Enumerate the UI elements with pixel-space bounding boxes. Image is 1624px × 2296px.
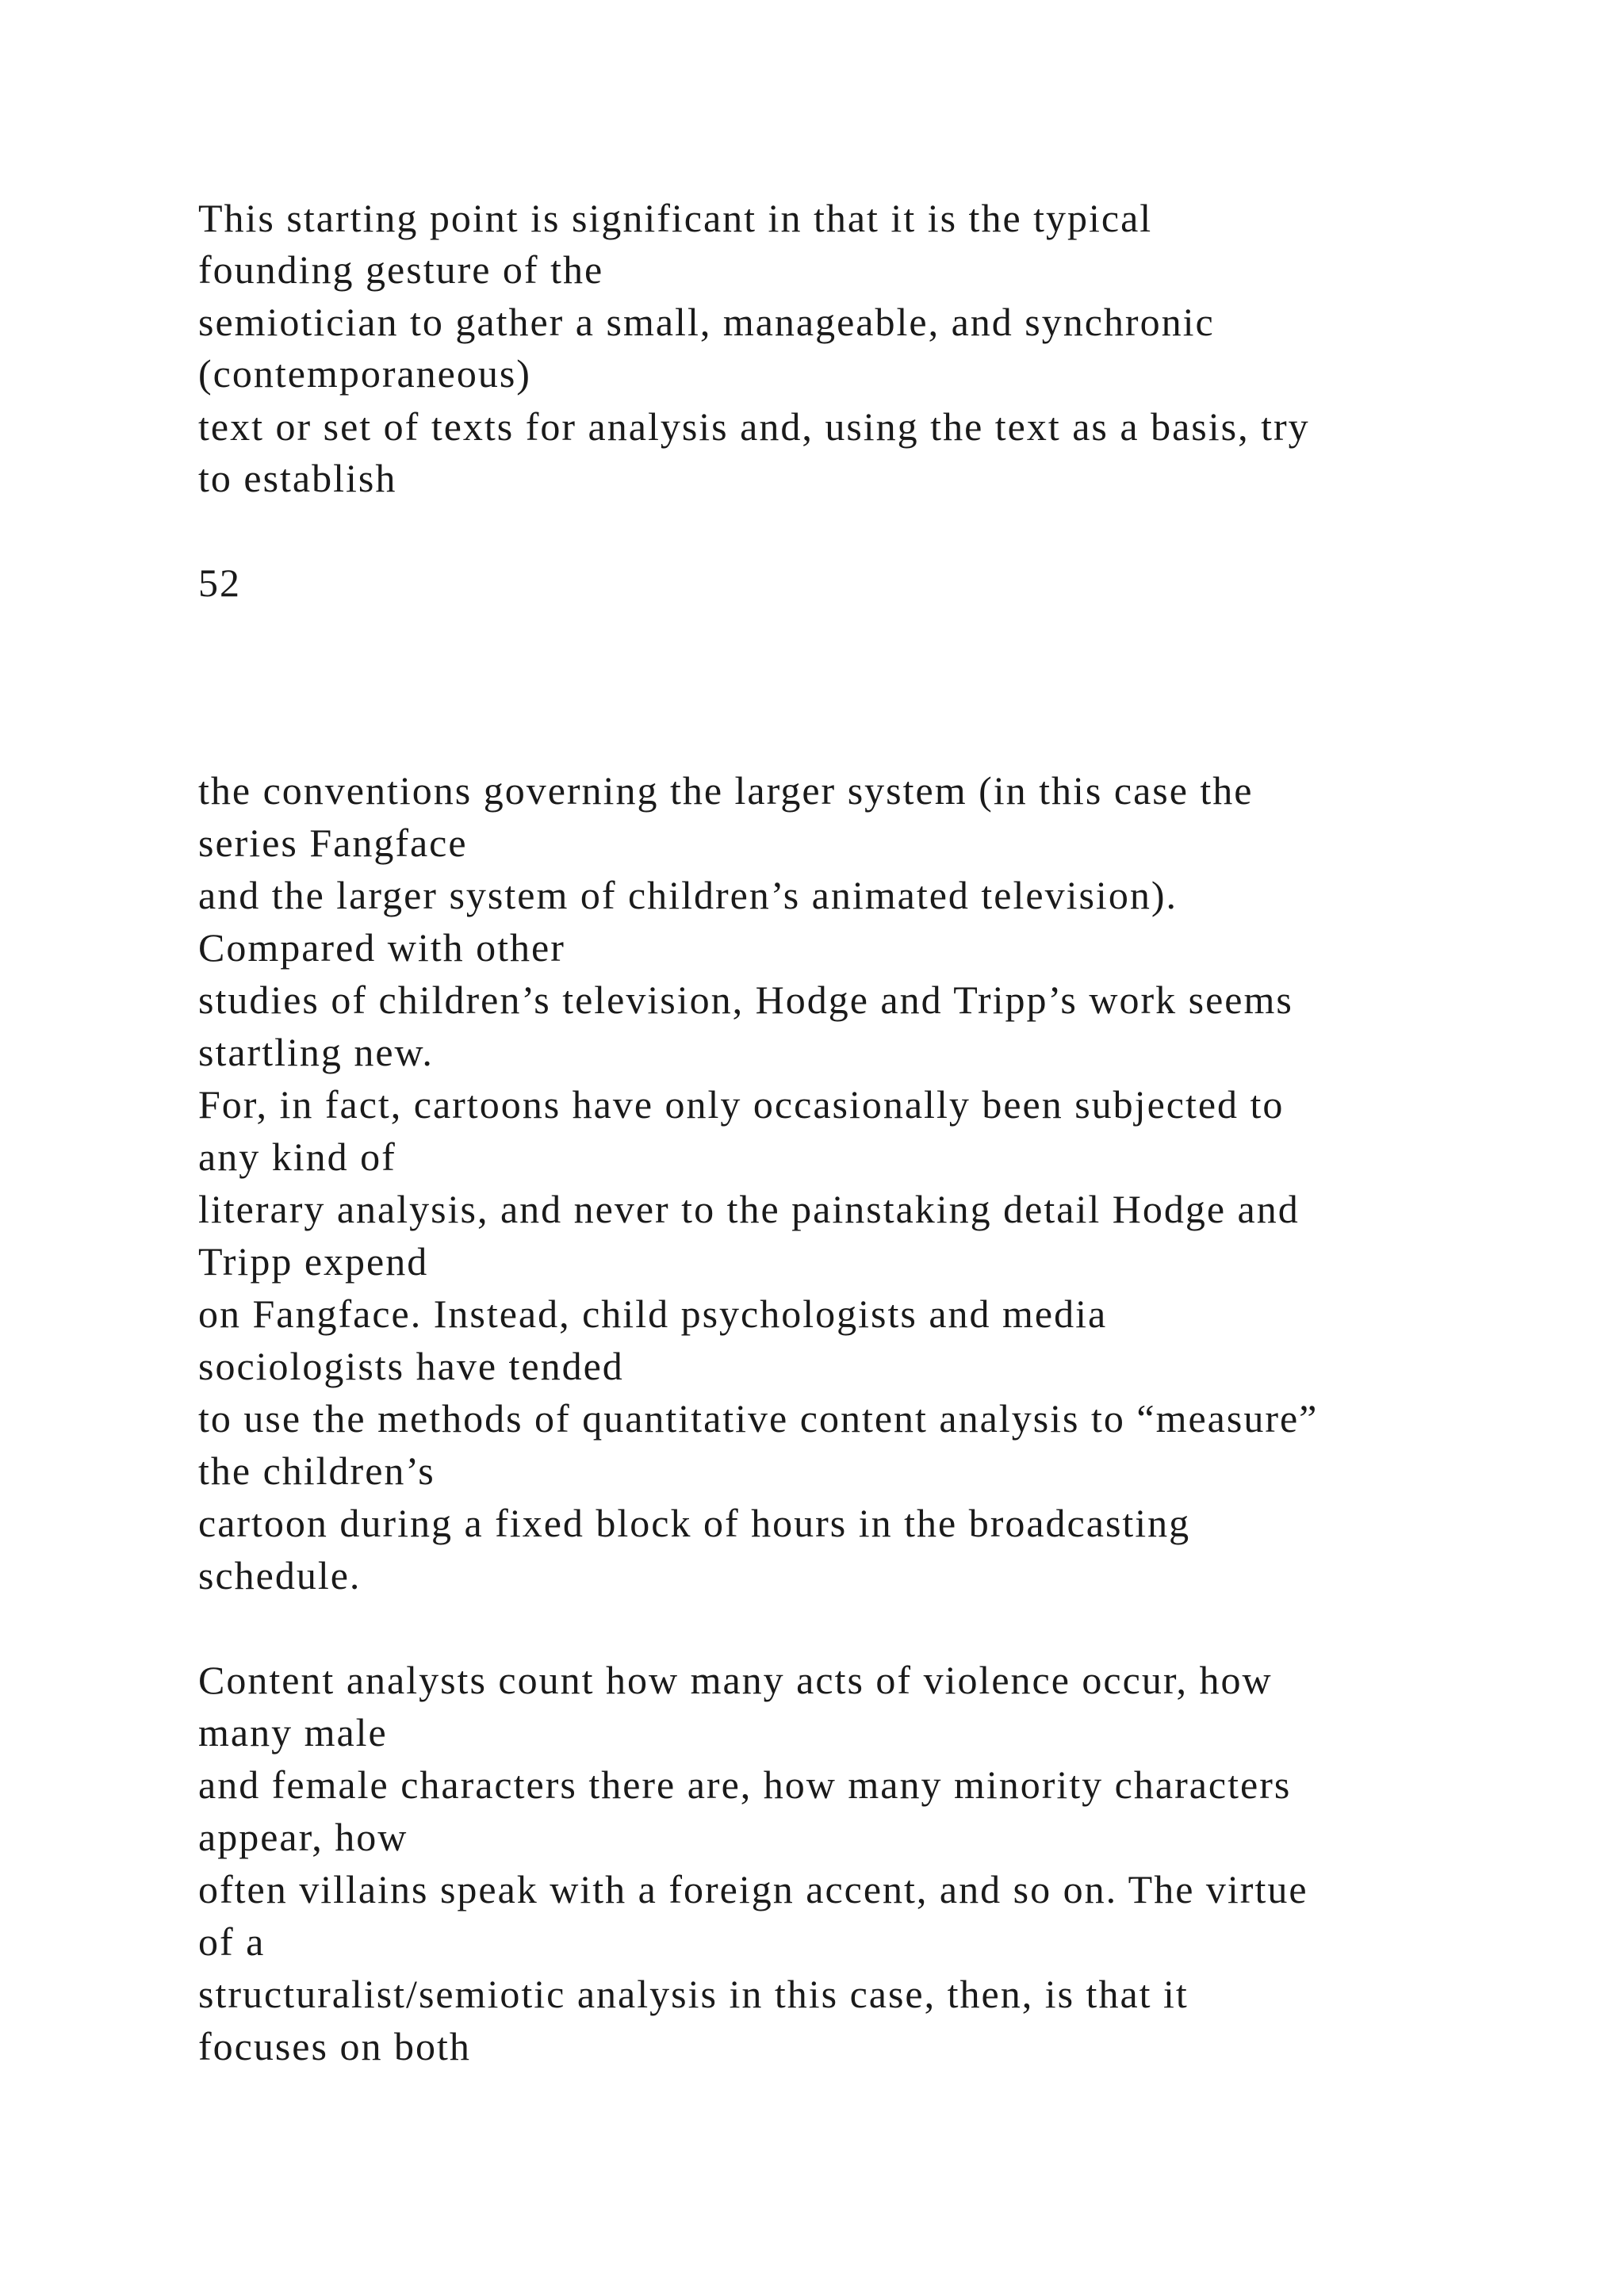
text-line: series Fangface [198, 821, 468, 865]
text-line: sociologists have tended [198, 1344, 624, 1388]
text-line: literary analysis, and never to the painstaking detail Hodge and [198, 1187, 1300, 1231]
text-line: and the larger system of children’s animated television). [198, 873, 1178, 917]
text-line: any kind of [198, 1135, 396, 1179]
text-line: This starting point is significant in that it is the typical [198, 196, 1153, 240]
text-line: schedule. [198, 1553, 362, 1598]
text-line: semiotician to gather a small, manageable, and synchronic [198, 300, 1215, 344]
text-line: startling new. [198, 1030, 434, 1074]
text-line: (contemporaneous) [198, 351, 531, 396]
text-line: on Fangface. Instead, child psychologists and media [198, 1292, 1108, 1336]
text-line: to establish [198, 456, 397, 500]
text-line: to use the methods of quantitative content analysis to “measure” [198, 1396, 1319, 1441]
text-line: studies of children’s television, Hodge and Tripp’s work seems [198, 978, 1293, 1022]
text-line: appear, how [198, 1815, 408, 1859]
page-number: 52 [198, 561, 241, 605]
text-line: of a [198, 1919, 266, 1964]
text-line: founding gesture of the [198, 247, 604, 292]
text-line: For, in fact, cartoons have only occasionally been subjected to [198, 1082, 1285, 1127]
text-line: Content analysts count how many acts of violence occur, how [198, 1658, 1273, 1702]
text-line: and female characters there are, how many minority characters [198, 1762, 1292, 1807]
text-line: often villains speak with a foreign accent, and so on. The virtue [198, 1867, 1308, 1911]
text-line: many male [198, 1710, 388, 1755]
text-line: the children’s [198, 1448, 435, 1493]
text-line: text or set of texts for analysis and, using the text as a basis, try [198, 404, 1310, 449]
text-line: structuralist/semiotic analysis in this case, then, is that it [198, 1972, 1189, 2016]
text-line: focuses on both [198, 2024, 471, 2068]
text-line: Tripp expend [198, 1239, 429, 1284]
text-line: the conventions governing the larger system (in this case the [198, 768, 1254, 813]
text-line: cartoon during a fixed block of hours in the broadcasting [198, 1501, 1191, 1545]
text-line: Compared with other [198, 925, 565, 970]
